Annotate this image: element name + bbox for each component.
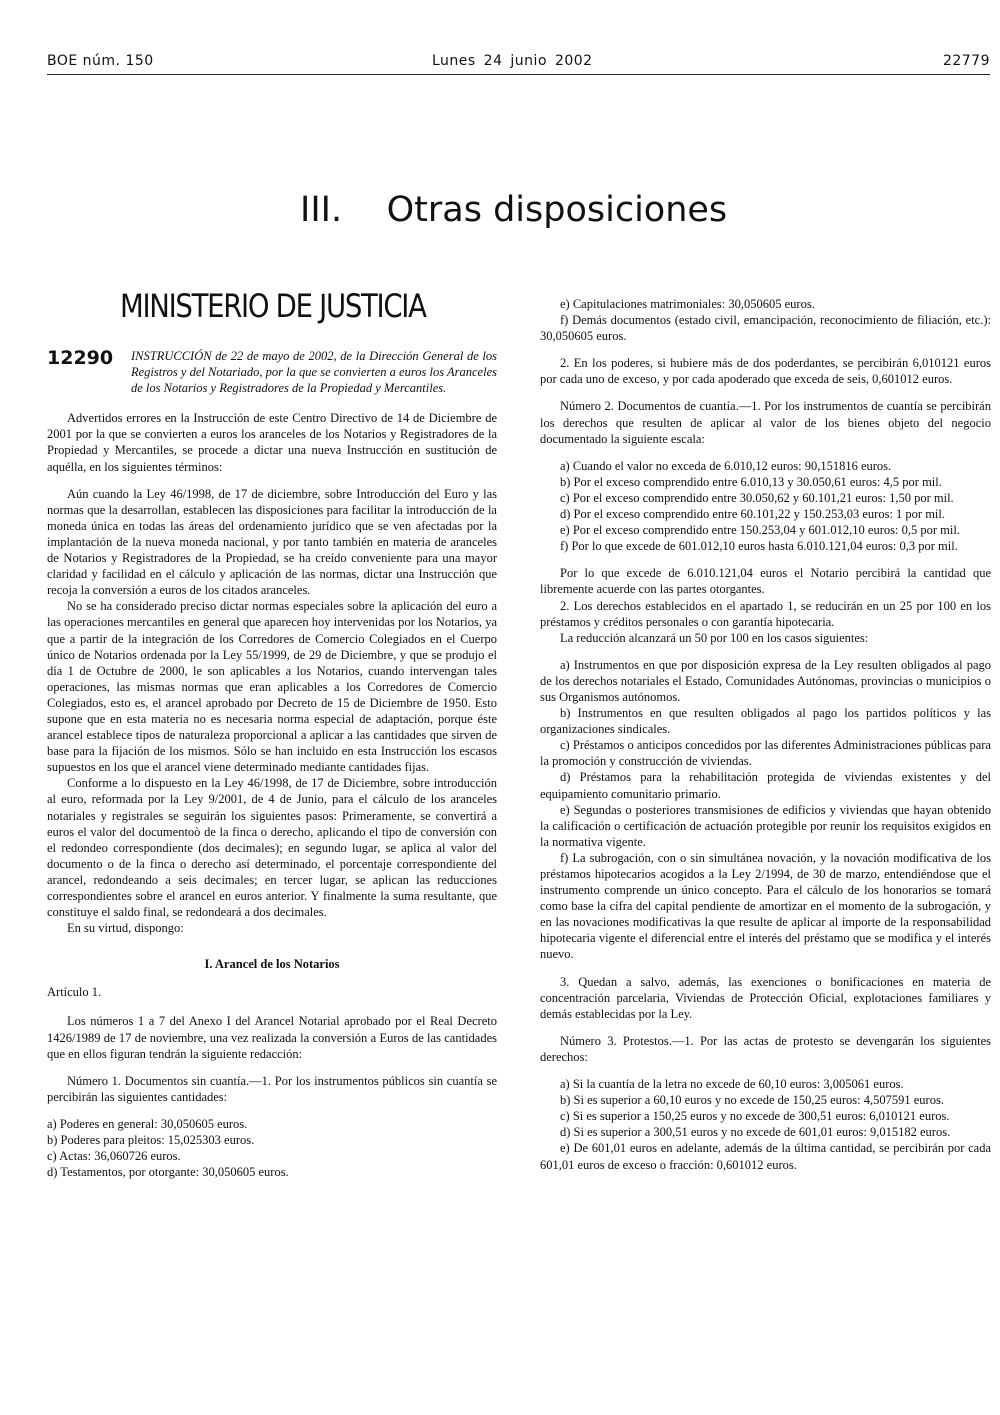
left-column — [47, 287, 497, 1180]
list-item: b) Si es superior a 60,10 euros y no excede de 150,25 euros: 4,507591 euros. — [560, 1093, 944, 1108]
list-item: c) Por el exceso comprendido entre 30.050,62 y 60.101,21 euros: 1,50 por mil. — [560, 490, 954, 505]
list-item: d) Por el exceso comprendido entre 60.101,22 y 150.253,03 euros: 1 por mil. — [560, 507, 945, 522]
paragraph: En su virtud, dispongo: — [67, 921, 184, 936]
list-item: b) Por el exceso comprendido entre 6.010,13 y 30.050,61 euros: 4,5 por mil. — [560, 474, 942, 489]
article-heading: Artículo 1. — [47, 985, 102, 1000]
list-item: c) Préstamos o anticipos concedidos por las diferentes Administraciones públicas para la promoción y construcción de viviendas. — [540, 738, 991, 769]
entry-number: 12290 — [47, 347, 114, 369]
paragraph: Conforme a lo dispuesto en la Ley 46/1998, de 17 de Diciembre, sobre introducción al euro, reformada por la Ley 9/2001, de 4 de Junio, para el cálculo de los aranceles notariales y registrales se seguirán los siguientes pasos: Primeramente, se convertirá a euros el valor del documentoò de la finca o derecho, aplicando el tipo de conversión con el redondeo correspondiente (dos decimales); en segundo lugar, se aplica al valor del documento o de la finca o derecho así determinado, el porcentaje correspondiente del arancel, redondeando a seis decimales; en tercer lugar, se aplican las reducciones correspondientes sobre el arancel en euros anterior. Y finalmente la suma resultante, que constituye el saldo final, se redondeará a dos decimales. — [47, 776, 497, 920]
paragraph: Los números 1 a 7 del Anexo I del Arancel Notarial aprobado por el Real Decreto 1426/1989 de 17 de noviembre, una vez realizada la conversión a Euros de las cantidades que en ellos figuran tendrán la siguiente redacción: — [47, 1014, 497, 1061]
paragraph: 2. En los poderes, si hubiere más de dos poderdantes, se percibirán 6,010121 euros por cada uno de exceso, y por cada apoderado que exceda de seis, 0,601012 euros. — [540, 356, 991, 387]
list-item: e) Por el exceso comprendido entre 150.253,04 y 601.012,10 euros: 0,5 por mil. — [560, 523, 960, 538]
page-number: 22779 — [942, 53, 990, 69]
list-item: c) Si es superior a 150,25 euros y no excede de 300,51 euros: 6,010121 euros. — [560, 1109, 950, 1124]
list-item: a) Si la cuantía de la letra no excede de 60,10 euros: 3,005061 euros. — [560, 1077, 904, 1092]
list-item: d) Testamentos, por otorgante: 30,050605 euros. — [47, 1165, 289, 1180]
list-item: b) Poderes para pleitos: 15,025303 euros. — [47, 1133, 255, 1148]
paragraph: Advertidos errores en la Instrucción de este Centro Directivo de 14 de Diciembre de 2001 por la que se convierten a euros los aranceles de los Notarios y Registradores de la Propiedad y Mercantiles, se procede a dictar una nueva Instrucción en sustitución de aquélla, en los siguientes términos: — [47, 411, 497, 474]
paragraph: Número 1. Documentos sin cuantía.—1. Por los instrumentos públicos sin cuantía se percibirán las siguientes cantidades: — [47, 1073, 497, 1104]
paragraph: Aún cuando la Ley 46/1998, de 17 de diciembre, sobre Introducción del Euro y las normas que la desarrollan, establecen las disposiciones para facilitar la introducción de la moneda única en todas las áreas del ordenamiento jurídico que se ven afectadas por la implantación de la nueva moneda nacional, y por tanto también en materia de aranceles de Notarios y Registradores de la Propiedad, se ha creído conveniente para una mayor claridad y facilidad en el cálculo y aplicación de las normas, dictar una Instrucción que recoja la conversión a euros de los citados aranceles. — [47, 486, 497, 598]
running-header — [47, 53, 990, 73]
section-title: III. Otras disposiciones — [300, 190, 728, 230]
entry-title: INSTRUCCIÓN de 22 de mayo de 2002, de la Dirección General de los Registros y del Notariado, por la que se convierten a euros los Aranceles de los Notarios y Registradores de la Propiedad y Mercantiles. — [131, 349, 497, 396]
issue-date: Lunes 24 junio 2002 — [432, 53, 593, 69]
list-item: f) La subrogación, con o sin simultánea novación, y la novación modificativa de los préstamos hipotecarios acogidos a la Ley 2/1994, de 30 de marzo, entendiéndose que el instrumento comprende un único concepto. Para el cálculo de los honorarios se tomará como base la cifra del capital pendiente de amortizar en el momento de la subrogación, y en las novaciones modificativas la que resulte de aplicar al importe de la responsabilidad hipotecaria vigente el diferencial entre el interés del préstamo que se modifica y el interés nuevo. — [540, 850, 991, 962]
fee-list — [47, 1116, 497, 1180]
ministry-heading: MINISTERIO DE JUSTICIA — [120, 287, 426, 325]
entry-header — [47, 348, 497, 396]
list-item: e) De 601,01 euros en adelante, además de la última cantidad, se percibirán por cada 601,01 euros de exceso o fracción: 0,601012 euros. — [540, 1141, 991, 1172]
right-column — [540, 296, 991, 1173]
list-item: a) Instrumentos en que por disposición expresa de la Ley resulten obligados al pago de los derechos notariales el Estado, Comunidades Autónomas, provincias o municipios o sus Organismos autónomos. — [540, 657, 991, 704]
bulletin-number: BOE núm. 150 — [47, 53, 154, 69]
list-item: d) Si es superior a 300,51 euros y no excede de 601,01 euros: 9,015182 euros. — [560, 1125, 951, 1140]
paragraph: No se ha considerado preciso dictar normas especiales sobre la aplicación del euro a las operaciones mercantiles en general que aparecen hoy intervenidas por los Notarios, ya que a partir de la integración de los Corredores de Comercio Colegiados en el Cuerpo único de Notarios ordenada por la Ley 55/1999, de 29 de Diciembre, y que se produjo el día 1 de Octubre de 2000, le son aplicables a los Notarios, cuando intervengan tales operaciones, las mismas normas que eran aplicables a los Corredores de Comercio Colegiados, esto es, el arancel aprobado por Decreto de 15 de Diciembre de 1950. Esto supone que en esta materia no es necesaria norma especial de adaptación, porque éste arancel establece tipos de naturaleza proporcional a aplicar a las cantidades que sirven de base para la fijación de los mismos. Sólo se han incluido en esta Instrucción los escasos supuestos en los que el arancel viene determinado mediante cantidades fijas. — [47, 599, 497, 775]
list-item: d) Préstamos para la rehabilitación protegida de viviendas existentes y del equipamiento comunitario primario. — [540, 770, 991, 801]
protest-fee-list — [540, 1076, 991, 1173]
section-heading: I. Arancel de los Notarios — [204, 957, 340, 972]
paragraph: Por lo que excede de 6.010.121,04 euros el Notario percibirá la cantidad que libremente acuerde con las partes otorgantes. — [540, 566, 991, 597]
paragraph: Número 2. Documentos de cuantía.—1. Por los instrumentos de cuantía se percibirán los derechos que resulten de aplicar al valor de los bienes objeto del negocio documentado la siguiente escala: — [540, 399, 991, 446]
list-item: a) Poderes en general: 30,050605 euros. — [47, 1116, 248, 1131]
list-item: f) Por lo que excede de 601.012,10 euros hasta 6.010.121,04 euros: 0,3 por mil. — [560, 539, 958, 554]
paragraph: 2. Los derechos establecidos en el apartado 1, se reducirán en un 25 por 100 en los préstamos y créditos personales o con garantía hipotecaria. — [540, 598, 991, 629]
fee-scale-list — [540, 458, 991, 555]
list-item: f) Demás documentos (estado civil, emancipación, reconocimiento de filiación, etc.): 30,050605 euros. — [540, 313, 991, 344]
paragraph: La reducción alcanzará un 50 por 100 en los casos siguientes: — [560, 630, 869, 645]
header-rule — [47, 74, 990, 75]
list-item: a) Cuando el valor no exceda de 6.010,12 euros: 90,151816 euros. — [560, 458, 892, 473]
list-item: b) Instrumentos en que resulten obligados al pago los partidos políticos y las organizaciones sindicales. — [540, 706, 991, 737]
reduction-cases-list — [540, 657, 991, 963]
list-item: e) Segundas o posteriores transmisiones de edificios y viviendas que hayan obtenido la calificación o certificación de actuación protegible por reunir los requisitos exigidos en la normativa vigente. — [540, 802, 991, 849]
list-item: e) Capitulaciones matrimoniales: 30,050605 euros. — [560, 297, 815, 311]
paragraph: Número 3. Protestos.—1. Por las actas de protesto se devengarán los siguientes derechos: — [540, 1033, 991, 1064]
list-item: c) Actas: 36,060726 euros. — [47, 1149, 181, 1164]
paragraph: 3. Quedan a salvo, además, las exenciones o bonificaciones en materia de concentración parcelaria, Viviendas de Protección Oficial, explotaciones familiares y demás establecidas por la Ley. — [540, 974, 991, 1021]
